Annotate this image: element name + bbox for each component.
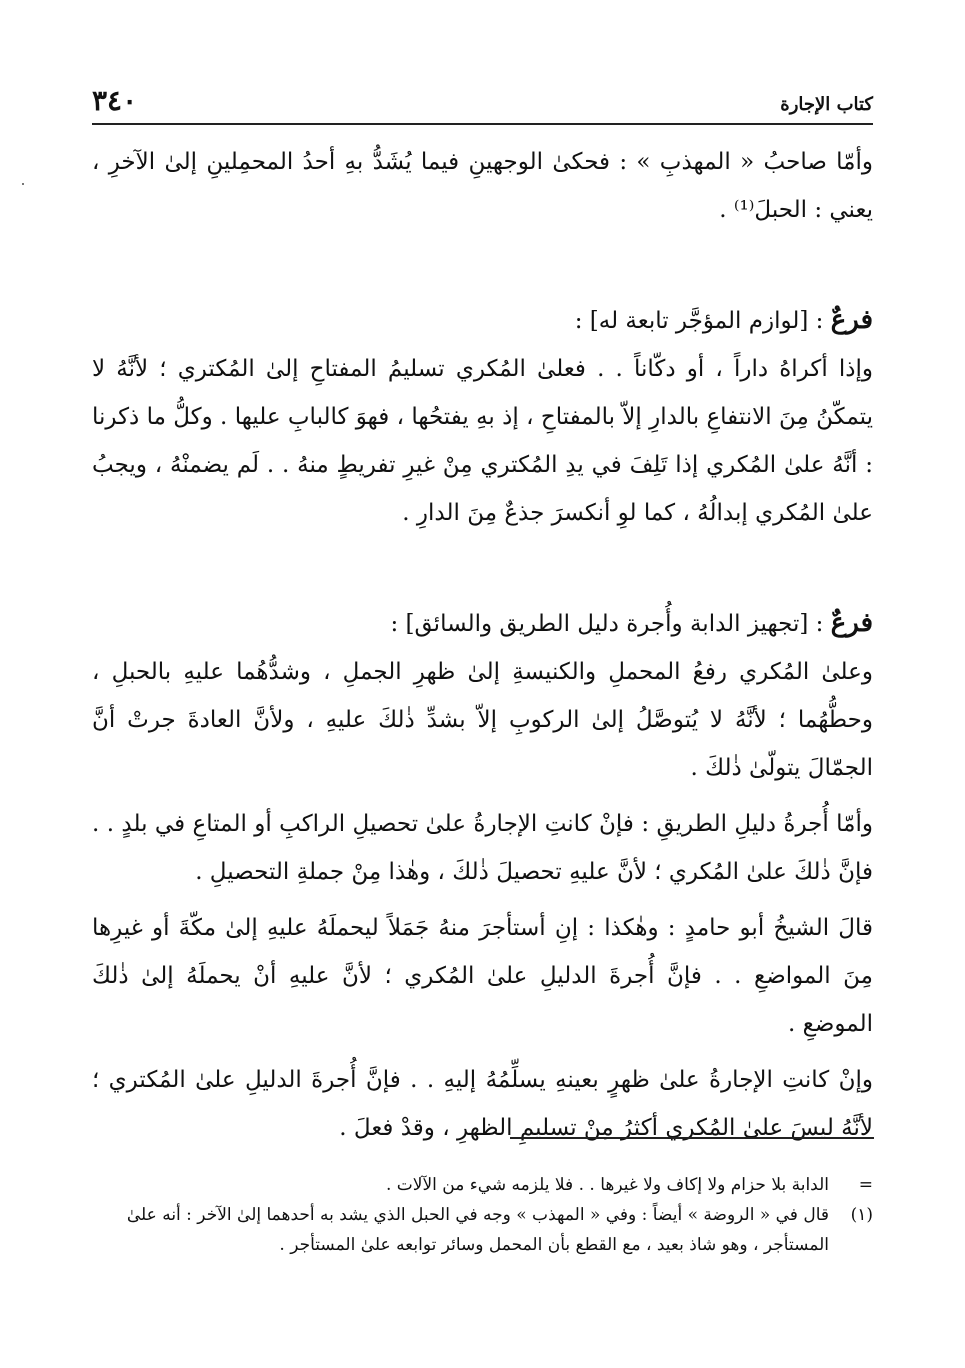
heading-lead: فرعٌ [830, 608, 873, 638]
main-text [92, 138, 873, 1152]
paragraph-5: قالَ الشيخُ أبو حامدٍ : وهٰكذا : إنِ أستأجرَ منهُ جَمَلاً ليحملَهُ عليهِ إلىٰ مكّةَ أو غيرِها مِنَ المواضعِ . . فإنَّ أُجرةَ الدليلِ علىٰ المُكري ؛ لأنَّ عليهِ أنْ يحملَهُ إلىٰ ذٰلكَ الموضعِ . [92, 915, 873, 1037]
footnotes [92, 1170, 873, 1260]
paragraph-1: وأمّا صاحبُ « المهذبِ » : فحكىٰ الوجهينِ فيما يُشَدُّ بهِ أحدُ المحمِلينِ إلىٰ الآخرِ ، يعني : الحبلَ⁽¹⁾ . [92, 149, 873, 223]
header-divider [92, 123, 873, 125]
paragraph-3: وعلىٰ المُكري رفعُ المحملِ والكنيسةِ إلىٰ ظهرِ الجملِ ، وشدُّهُما عليهِ بالحبلِ ، وحطُّهُما ؛ لأنَّهُ لا يُتوصَّلُ إلىٰ الركوبِ إلاّ بشدِّ ذٰلكَ عليهِ ، ولأنَّ العادةَ جرتْ أنَّ الجمّالَ يتولّىٰ ذٰلكَ . [92, 659, 873, 781]
section-heading-2 [92, 599, 873, 648]
paragraph-2: وإذا أكراهُ داراً ، أو دكّاناً . . فعلىٰ المُكري تسليمُ المفتاحِ إلىٰ المُكتري ؛ لأنَّهُ لا يتمكّنُ مِنَ الانتفاعِ بالدارِ إلاّ بالمفتاحِ ، إذ بهِ يفتحُها ، فهوَ كالبابِ عليها . وكلُّ ما ذكرنا : أنَّهُ علىٰ المُكري إذا تَلِفَ في يدِ المُكتري مِنْ غيرِ تفريطٍ منهُ . . لَم يضمنْهُ ، ويجبُ علىٰ المُكري إبدالُهُ ، كما لوِ أنكسرَ جذعٌ مِنَ الدارِ . [92, 356, 873, 526]
section-heading-1 [92, 296, 873, 345]
paragraph-4: وأمّا أُجرةُ دليلِ الطريقِ : فإنْ كانتِ الإجارةُ علىٰ تحصيلِ الراكبِ أو المتاعِ في بلدٍ . . فإنَّ ذٰلكَ علىٰ المُكري ؛ لأنَّ عليهِ تحصيلَ ذٰلكَ ، وهٰذا مِنْ جملةِ التحصيلِ . [92, 811, 873, 885]
heading-text: : [لوازم المؤجَّر تابعة له] : [574, 308, 831, 334]
footnote-1 [92, 1200, 873, 1260]
heading-text: : [تجهيز الدابة وأُجرة دليل الطريق والسائق] : [390, 611, 831, 637]
running-title: كتاب الإجارة [780, 94, 873, 115]
footnote-continuation [92, 1170, 873, 1200]
heading-lead: فرعٌ [830, 305, 873, 335]
page-header [92, 72, 873, 122]
speck [22, 183, 24, 185]
footnote-text: الدابة بلا حزام ولا إكاف ولا غيرها . . فلا يلزمه شيء من الآلات . [385, 1175, 829, 1195]
footnote-mark: (١) [850, 1205, 873, 1225]
paragraph-6: وإنْ كانتِ الإجارةُ علىٰ ظهرٍ بعينهِ يسلِّمُهُ إليهِ . . فإنَّ أُجرةَ الدليلِ علىٰ المُكتري ؛ لأنَّهُ ليسَ علىٰ المُكري أكثرُ مِنْ تسليمِ الظهرِ ، وقدْ فعلَ . [92, 1067, 873, 1141]
footnote-divider [510, 1137, 874, 1139]
footnote-mark: = [858, 1175, 873, 1195]
page-number: ٣٤٠ [92, 84, 138, 117]
footnote-text: قال في « الروضة » أيضاً : وفي « المهذب » وجه في الحبل الذي يشد به أحدهما إلىٰ الآخر : أنه علىٰ المستأجر ، وهو شاذ بعيد ، مع القطع بأن المحمل وسائر توابعه علىٰ المستأجر . [126, 1205, 829, 1255]
